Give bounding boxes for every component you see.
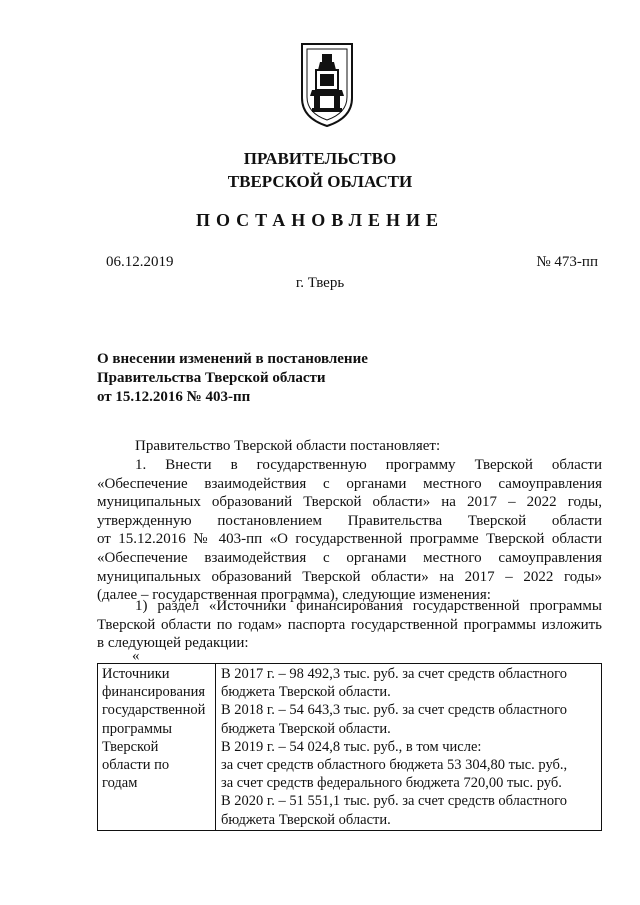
paragraph-line: муниципальных образований Тверской области» на 2017 – 2022 годы»	[97, 568, 602, 585]
table-label-cell	[98, 664, 216, 831]
paragraph-line: муниципальных образований Тверской области» на 2017 – 2022 годы,	[97, 494, 602, 511]
value-line: бюджета Тверской области.	[221, 684, 391, 701]
paragraph-line: Тверской области по годам» паспорта государственной программы изложить	[97, 616, 602, 633]
opening-quote: «	[132, 648, 140, 664]
document-subject	[97, 350, 368, 407]
table-value-cell	[216, 664, 602, 831]
table-row	[98, 664, 602, 831]
preamble: Правительство Тверской области постановляет:	[135, 438, 441, 454]
label-line: программы	[102, 720, 172, 737]
label-line: финансирования	[102, 684, 206, 701]
subject-line: О внесении изменений в постановление	[97, 351, 368, 367]
paragraph-line: в следующей редакции:	[97, 635, 249, 652]
label-line: годам	[102, 775, 138, 792]
paragraph-line: 1. Внести в государственную программу Тверской области	[135, 457, 602, 473]
tver-coat-of-arms-icon	[298, 40, 356, 130]
document-type: ПОСТАНОВЛЕНИЕ	[195, 210, 445, 230]
funding-sources-table	[97, 663, 602, 831]
document-date: 06.12.2019	[106, 254, 174, 270]
value-line: бюджета Тверской области.	[221, 720, 391, 737]
paragraph-line: от 15.12.2016 № 403-пп «О государственной программе Тверской области	[97, 531, 602, 548]
value-line: В 2017 г. – 98 492,3 тыс. руб. за счет средств областного	[221, 666, 567, 682]
label-line: Тверской	[102, 738, 159, 755]
paragraph-line: «Обеспечение взаимодействия с органами местного самоуправления	[97, 475, 602, 492]
org-name-line2: ТВЕРСКОЙ ОБЛАСТИ	[227, 172, 413, 191]
value-line: В 2020 г. – 51 551,1 тыс. руб. за счет средств областного	[221, 793, 567, 810]
value-line: В 2019 г. – 54 024,8 тыс. руб., в том числе:	[221, 738, 482, 755]
label-line: Источники	[102, 666, 170, 682]
value-line: за счет средств федерального бюджета 720,00 тыс. руб.	[221, 775, 562, 792]
org-name-line1: ПРАВИТЕЛЬСТВО	[243, 149, 397, 168]
paragraph-line: «Обеспечение взаимодействия с органами местного самоуправления	[97, 549, 602, 566]
paragraph-2	[97, 597, 602, 653]
paragraph-line: 1) раздел «Источники финансирования государственной программы	[135, 598, 602, 614]
paragraph-line: (далее – государственная программа), следующие изменения:	[97, 587, 491, 604]
subject-line: Правительства Тверской области	[97, 370, 326, 386]
paragraph-1	[97, 456, 602, 605]
value-line: В 2018 г. – 54 643,3 тыс. руб. за счет средств областного	[221, 702, 567, 719]
document-city: г. Тверь	[295, 275, 345, 291]
label-line: государственной	[102, 702, 206, 719]
document-number: № 473-пп	[536, 254, 598, 270]
paragraph-line: утвержденную постановлением Правительства Тверской области	[97, 512, 602, 529]
subject-line: от 15.12.2016 № 403-пп	[97, 389, 251, 405]
value-line: за счет средств областного бюджета 53 304,80 тыс. руб.,	[221, 757, 568, 774]
value-line: бюджета Тверской области.	[221, 811, 391, 828]
label-line: области по	[102, 757, 170, 774]
